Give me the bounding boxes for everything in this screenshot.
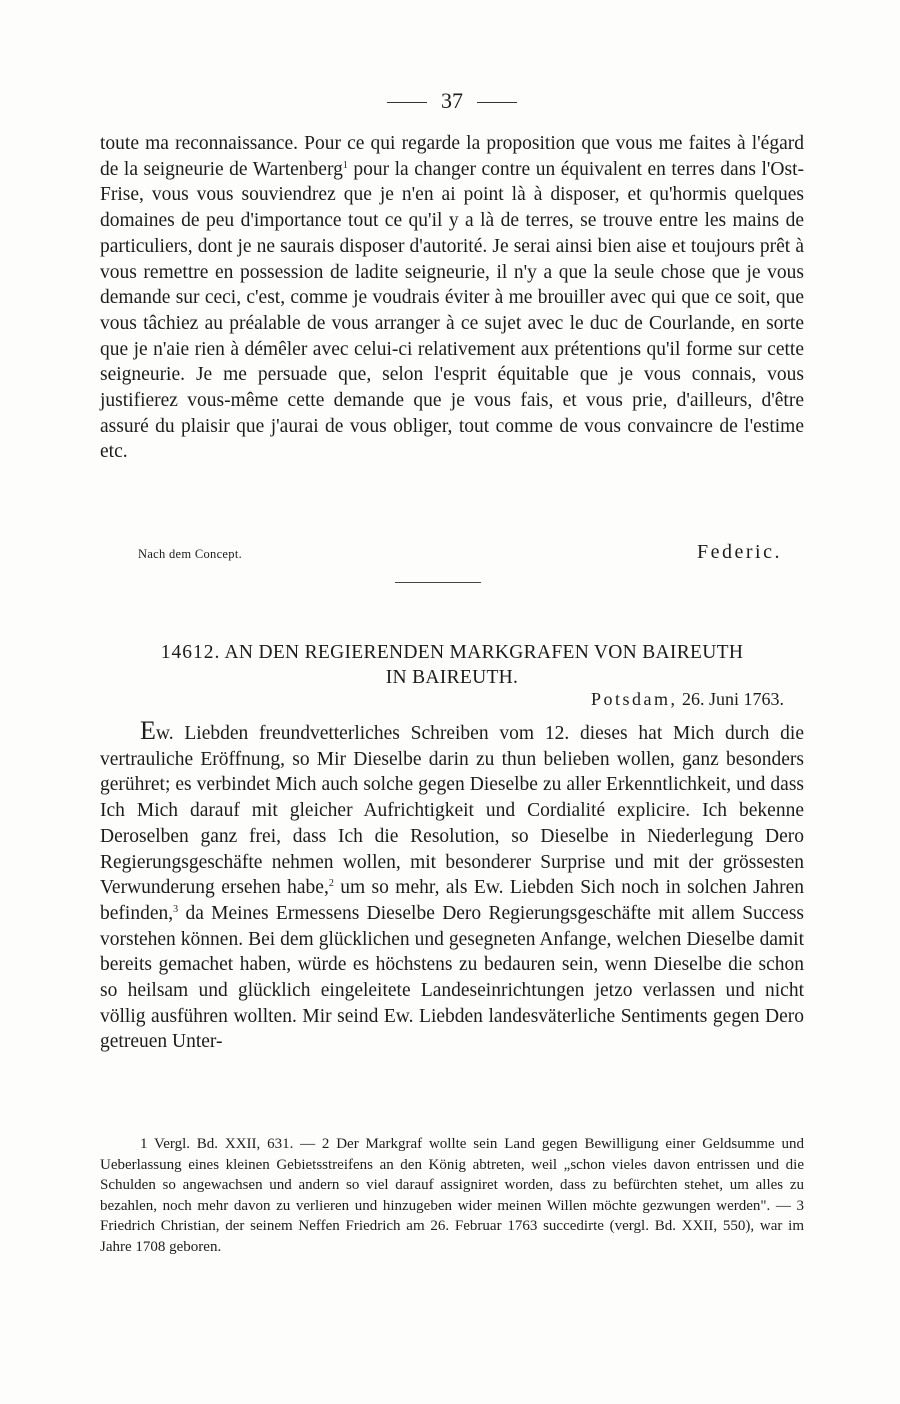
letter-2-paragraph	[100, 718, 804, 1055]
letter-number: 14612.	[160, 642, 221, 663]
footnote-ref-2: 2	[328, 878, 334, 890]
page-header	[100, 88, 804, 114]
section-separator	[395, 582, 481, 583]
source-note: Nach dem Concept.	[138, 547, 243, 561]
dateline-date: 26. Juni 1763.	[681, 689, 784, 709]
heading-line-2: IN BAIREUTH.	[385, 667, 519, 688]
heading-line-1-text: AN DEN REGIERENDEN MARKGRAFEN VON BAIREUTH	[224, 642, 744, 663]
letter-1-text-part1: toute ma reconnaissance. Pour ce qui regarde la proposition que vous me faites à l'égard de la seigneurie de Wartenberg	[100, 133, 804, 180]
heading-line-1	[100, 640, 804, 665]
signature-row	[100, 541, 804, 567]
letter-1-body	[100, 131, 804, 465]
letter-2-heading	[100, 640, 804, 690]
drop-cap: E	[140, 716, 156, 745]
footnotes-text: 1 Vergl. Bd. XXII, 631. — 2 Der Markgraf wollte sein Land gegen Bewilligung einer Geldsumme und Ueberlassung eines kleinen Gebietsstreifens an den König abtreten, weil „schon vieles davon entrissen und die Schulden so angewachsen und andern so viel darauf assigniret worden, dass zu befürchten stehet, um alles zu bezahlen, noch mehr davon zu verlieren und hinzugeben wider meinen Willen möchte gezwungen werden". — 3 Friedrich Christian, der seinem Neffen Friedrich am 26. Februar 1763 succedirte (vergl. Bd. XXII, 550), war im Jahre 1708 geboren.	[100, 1136, 804, 1255]
header-dash-right	[477, 102, 517, 103]
footnotes	[100, 1134, 804, 1258]
letter-2-body	[100, 718, 804, 1055]
letter-2-text-part3: da Meines Ermessens Dieselbe Dero Regierungsgeschäfte mit allem Success vorstehen können. Bei dem glücklichen und gesegneten Anfange, welchen Dieselbe damit bereits gemachet haben, würde es höchstens zu bedauren sein, wenn Dieselbe die schon so heilsam und glücklich eingeleitete Landeseinrichtungen jetzo verlassen und nicht völlig ausführen wollten. Mir seind Ew. Liebden landesväterliche Sentiments gegen Dero getreuen Unter-	[100, 902, 804, 1053]
dateline	[591, 689, 784, 710]
footnote-ref-3: 3	[173, 903, 179, 915]
letter-1-text-part2: pour la changer contre un équivalent en terres dans l'Ost-Frise, vous vous souviendrez que je n'en ai point là à disposer, et qu'hormis quelques domaines de peu d'importance tout ce qu'il y a là de terres, se trouve entre les mains de particuliers, dont je ne saurais disposer d'autorité. Je serai ainsi bien aise et toujours prêt à vous remettre en possession de ladite seigneurie, il n'y a que la seule chose que je vous demande sur ceci, c'est, comme je voudrais éviter à me brouiller avec qui que ce soit, que vous tâchiez au préalable de vous arranger à ce sujet avec le duc de Courlande, en sorte que je n'aie rien à démêler avec celui-ci relativement aux prétentions qu'il forme sur cette seigneurie. Je me persuade que, selon l'esprit équitable que je vous connais, vous justifierez vous-même cette demande que je vous fais, et vous prie, d'ailleurs, d'être assuré du plaisir que j'aurai de vous obliger, tout comme de vous convaincre de l'estime etc.	[100, 158, 804, 463]
letter-2-text-part2: um so mehr, als Ew. Liebden Sich noch in solchen Jahren befinden,	[100, 877, 804, 924]
header-dash-left	[387, 102, 427, 103]
letter-1-paragraph	[100, 131, 804, 465]
letter-2-text-part1: w. Liebden freundvetterliches Schreiben vom 12. dieses hat Mich durch die vertrauliche Eröffnung, so Mir Dieselbe darin zu thun belieben wollen, ganz besonders gerühret; es verbindet Mich auch solche gegen Dieselbe zu aller Erkenntlichkeit, und dass Ich Mich darauf mit gleicher Aufrichtigkeit und Cordialité explicire. Ich bekenne Deroselben ganz frei, dass Ich die Resolution, so Dieselbe in Niederlegung Dero Regierungsgeschäfte nehmen wollen, mit besonderer Surprise und mit der grössesten Verwunderung ersehen habe,	[100, 723, 804, 899]
dateline-place: Potsdam,	[590, 689, 678, 709]
page-number: 37	[441, 88, 463, 113]
signature: Federic.	[697, 541, 782, 563]
footnote-ref-1: 1	[342, 159, 348, 171]
